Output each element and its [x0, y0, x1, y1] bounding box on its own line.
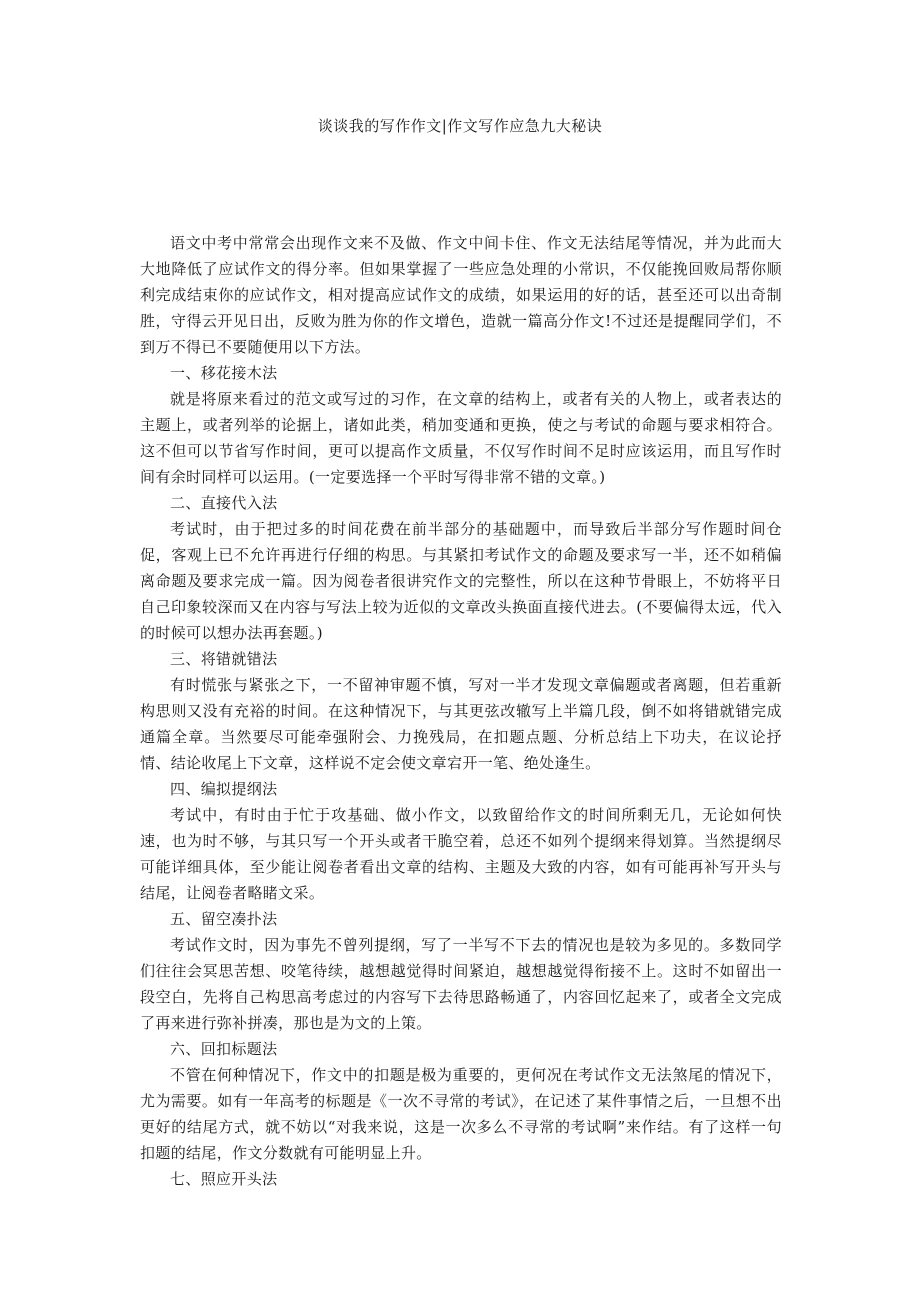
section-body-2: 考试时，由于把过多的时间花费在前半部分的基础题中，而导致后半部分写作题时间仓促，客观上已不允许再进行仔细的构思。与其紧扣考试作文的命题及要求写一半，还不如稍偏离命题及要求完成一篇。因为阅卷者很讲究作文的完整性，所以在这种节骨眼上，不妨将平日自己印象较深而又在内容与写法上较为近似的文章改头换面直接代进去。(不要偏得太远，代入的时候可以想办法再套题。) [140, 520, 782, 642]
section-heading-7: 七、照应开头法 [170, 1170, 278, 1188]
section-body-1: 就是将原来看过的范文或写过的习作，在文章的结构上，或者有关的人物上，或者表达的主题上，或者列举的论据上，诸如此类，稍加变通和更换，使之与考试的命题与要求相符合。这不但可以节省写作时间，更可以提高作文质量，不仅写作时间不足时应该运用，而且写作时间有余时同样可以运用。(一定要选择一个平时写得非常不错的文章。) [140, 390, 782, 486]
section-body-5: 考试作文时，因为事先不曾列提纲，写了一半写不下去的情况也是较为多见的。多数同学们往往会冥思苦想、咬笔待续，越想越觉得时间紧迫，越想越觉得衔接不上。这时不如留出一段空白，先将自己构思高考虑过的内容写下去待思路畅通了，内容回忆起来了，或者全文完成了再来进行弥补拼凑，那也是为文的上策。 [140, 936, 782, 1032]
section-body-4: 考试中，有时由于忙于攻基础、做小作文，以致留给作文的时间所剩无几，无论如何快速，也为时不够，与其只写一个开头或者干脆空着，总还不如列个提纲来得划算。当然提纲尽可能详细具体，至少能让阅卷者看出文章的结构、主题及大致的内容，如有可能再补写开头与结尾，让阅卷者略睹文采。 [140, 806, 782, 902]
intro-paragraph: 语文中考中常常会出现作文来不及做、作文中间卡住、作文无法结尾等情况，并为此而大大地降低了应试作文的得分率。但如果掌握了一些应急处理的小常识，不仅能挽回败局帮你顺利完成结束你的应试作文，相对提高应试作文的成绩，如果运用的好的话，甚至还可以出奇制胜，守得云开见日出，反败为胜为你的作文增色，造就一篇高分作文!不过还是提醒同学们，不到万不得已不要随便用以下方法。 [140, 234, 782, 356]
section-heading-1: 一、移花接木法 [170, 364, 278, 382]
section-heading-3: 三、将错就错法 [170, 650, 278, 668]
section-heading-2: 二、直接代入法 [170, 494, 278, 512]
section-heading-4: 四、编拟提纲法 [170, 780, 278, 798]
section-body-3: 有时慌张与紧张之下，一不留神审题不慎，写对一半才发现文章偏题或者离题，但若重新构思则又没有充裕的时间。在这种情况下，与其更弦改辙写上半篇几段，倒不如将错就错完成通篇全章。当然要尽可能牵强附会、力挽残局，在扣题点题、分析总结上下功夫，在议论抒情、结论收尾上下文章，这样说不定会使文章宕开一笔、绝处逢生。 [140, 676, 782, 772]
document-title: 谈谈我的写作作文|作文写作应急九大秘诀 [317, 117, 603, 135]
section-body-6: 不管在何种情况下，作文中的扣题是极为重要的，更何况在考试作文无法煞尾的情况下，尤为需要。如有一年高考的标题是《一次不寻常的考试》，在记述了某件事情之后，一旦想不出更好的结尾方式，就不妨以“对我来说，这是一次多么不寻常的考试啊”来作结。有了这样一句扣题的结尾，作文分数就有可能明显上升。 [140, 1066, 782, 1162]
document-body [140, 230, 782, 1192]
section-heading-5: 五、留空凑扑法 [170, 910, 278, 928]
section-heading-6: 六、回扣标题法 [170, 1040, 278, 1058]
